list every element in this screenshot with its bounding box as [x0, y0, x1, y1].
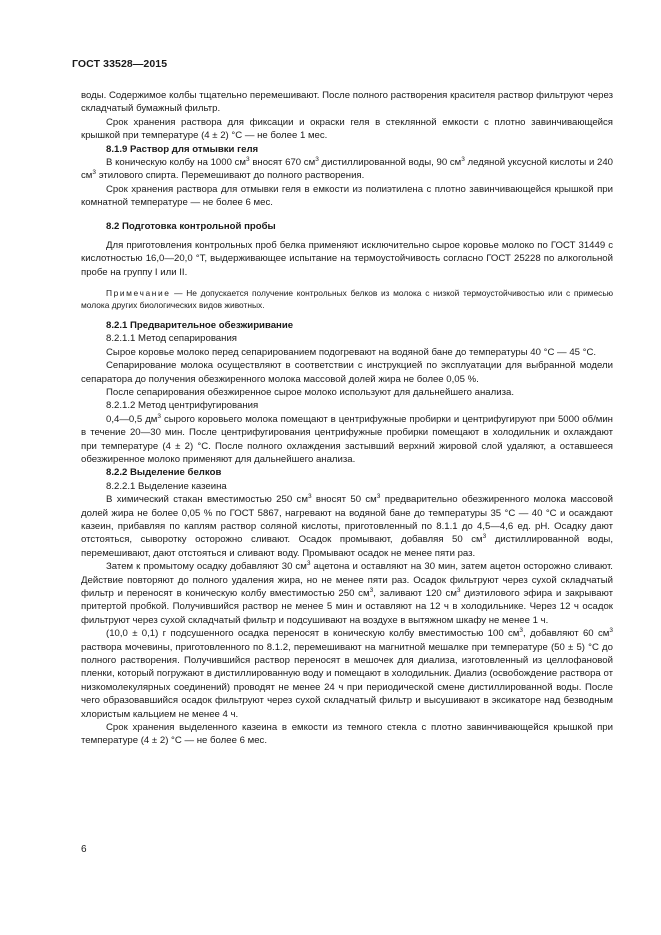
paragraph: Срок хранения раствора для отмывки геля в емкости из полиэтилена с плотно завинчивающейся крышкой при комнатной температуре — не более 6 мес. [81, 183, 613, 209]
section-heading-8-2-1: 8.2.1 Предварительное обезжиривание [106, 319, 294, 331]
paragraph: В коническую колбу на 1000 $см^3$ вносят 670 $см^3$ дистиллированной воды, 90 $см^3$ ледяной уксусной кислоты и 240 $см^3$ этилового спирта. Перемешивают до полного растворения. [81, 156, 613, 182]
paragraph: Срок хранения выделенного казеина в емкости из темного стекла с плотно завинчивающейся крышкой при температуре (4 ± 2) °С — не более 6 мес. [81, 722, 613, 747]
paragraph: Срок хранения раствора для фиксации и окраски геля в стеклянной емкости с плотно завинчивающейся крышкой при температуре (4 ± 2) °С — не более 1 мес. [81, 116, 613, 142]
document-body [81, 89, 613, 748]
paragraph: После сепарирования обезжиренное сырое молоко используют для дальнейшего анализа. [106, 386, 514, 398]
paragraph: (10,0 ± 0,1) г подсушенного осадка переносят в коническую колбу вместимостью 100 $см^3$, добавляют 60 $см^3$ раствора мочевины, приготовленного по 8.1.2, перемешивают на магнитной мешалке при температуре (50 ± 5) °С до полного растворения. Получившийся раствор переносят в мешочек для диализа, изготовленный из целлофановой пленки, который погружают в дистиллированную воду и помещают в холодильник. Диализ (освобождение раствора от низкомолекулярных соединений) проводят не менее 24 ч при периодической смене дистиллированной воды. После чего образовавшийся осадок фильтруют через сухой складчатый фильтр и высушивают в эксикаторе над безводным хлористым кальцием не менее 4 ч. [81, 627, 613, 720]
section-heading-8-1-9: 8.1.9 Раствор для отмывки геля [106, 143, 259, 155]
section-heading-8-2: 8.2 Подготовка контрольной пробы [106, 220, 276, 232]
note: Примечание — Не допускается получение контрольных белков из молока с низкой термоустойчивостью или с примесью молока других биологических видов животных. [81, 288, 613, 311]
document-header: ГОСТ 33528—2015 [72, 58, 168, 70]
paragraph: воды. Содержимое колбы тщательно перемешивают. После полного растворения красителя раствор фильтруют через складчатый бумажный фильтр. [81, 90, 613, 115]
paragraph: Для приготовления контрольных проб белка применяют исключительно сырое коровье молоко по ГОСТ 31449 с кислотностью 16,0—20,0 °Т, выдерживающее испытание на термоустойчивость согласно ГОСТ 25228 по алкогольной пробе на группу I или II. [81, 240, 613, 278]
paragraph: Сырое коровье молоко перед сепарированием подогревают на водяной бане до температуры 40 °С — 45 °С. [106, 346, 597, 358]
subsection-heading-8-2-1-2: 8.2.1.2 Метод центрифугирования [106, 400, 259, 412]
paragraph: 0,4—0,5 $дм^3$ сырого коровьего молока помещают в центрифужные пробирки и центрифугируют при 5000 об/мин в течение 20—30 мин. После центрифугирования центрифужные пробирки помещают в холодильник и охлаждают при температуре (4 ± 2) °С. После полного охлаждения застывший верхний жировой слой удаляют, а оставшееся обезжиренное молоко применяют для дальнейшего анализа. [81, 412, 613, 465]
subsection-heading-8-2-2-1: 8.2.2.1 Выделение казеина [106, 480, 227, 492]
paragraph: В химический стакан вместимостью 250 $см^3$ вносят 50 $см^3$ предварительно обезжиренного молока массовой долей жира не более 0,05 % по ГОСТ 5867, нагревают на водяной бане до температуры 35 °С — 40 °С и осаждают казеин, прибавляя по каплям раствор соляной кислоты, приготовленный по 8.1.1 до 4,5—4,6 ед. рН. Осадку дают отстояться, сыворотку осторожно сливают. Осадок промывают, добавляя 50 $см^3$ дистиллированной воды, перемешивают, дают отстояться и сливают воду. Промывают осадок не менее пяти раз. [81, 493, 613, 559]
paragraph: Сепарирование молока осуществляют в соответствии с инструкцией по эксплуатации для выбранной модели сепаратора до получения обезжиренного молока массовой долей жира не более 0,05 %. [81, 360, 613, 385]
paragraph: Затем к промытому осадку добавляют 30 $см^3$ ацетона и оставляют на 30 мин, затем ацетон осторожно сливают. Действие повторяют до полного удаления жира, но не менее пяти раз. Осадок фильтруют через сухой складчатый фильтр и переносят в коническую колбу вместимостью 250 $см^3$, заливают 120 $см^3$ диэтилового эфира и закрывают притертой пробкой. Получившийся раствор не менее 5 мин и оставляют на 12 ч в холодильнике. Через 12 ч осадок фильтруют через сухой складчатый фильтр и подсушивают на воздухе в вытяжном шкафу не менее 1 ч. [81, 560, 613, 626]
section-heading-8-2-2: 8.2.2 Выделение белков [106, 467, 222, 479]
page-number: 6 [81, 844, 87, 855]
subsection-heading-8-2-1-1: 8.2.1.1 Метод сепарирования [106, 333, 238, 345]
note-label: Примечание [106, 288, 171, 299]
